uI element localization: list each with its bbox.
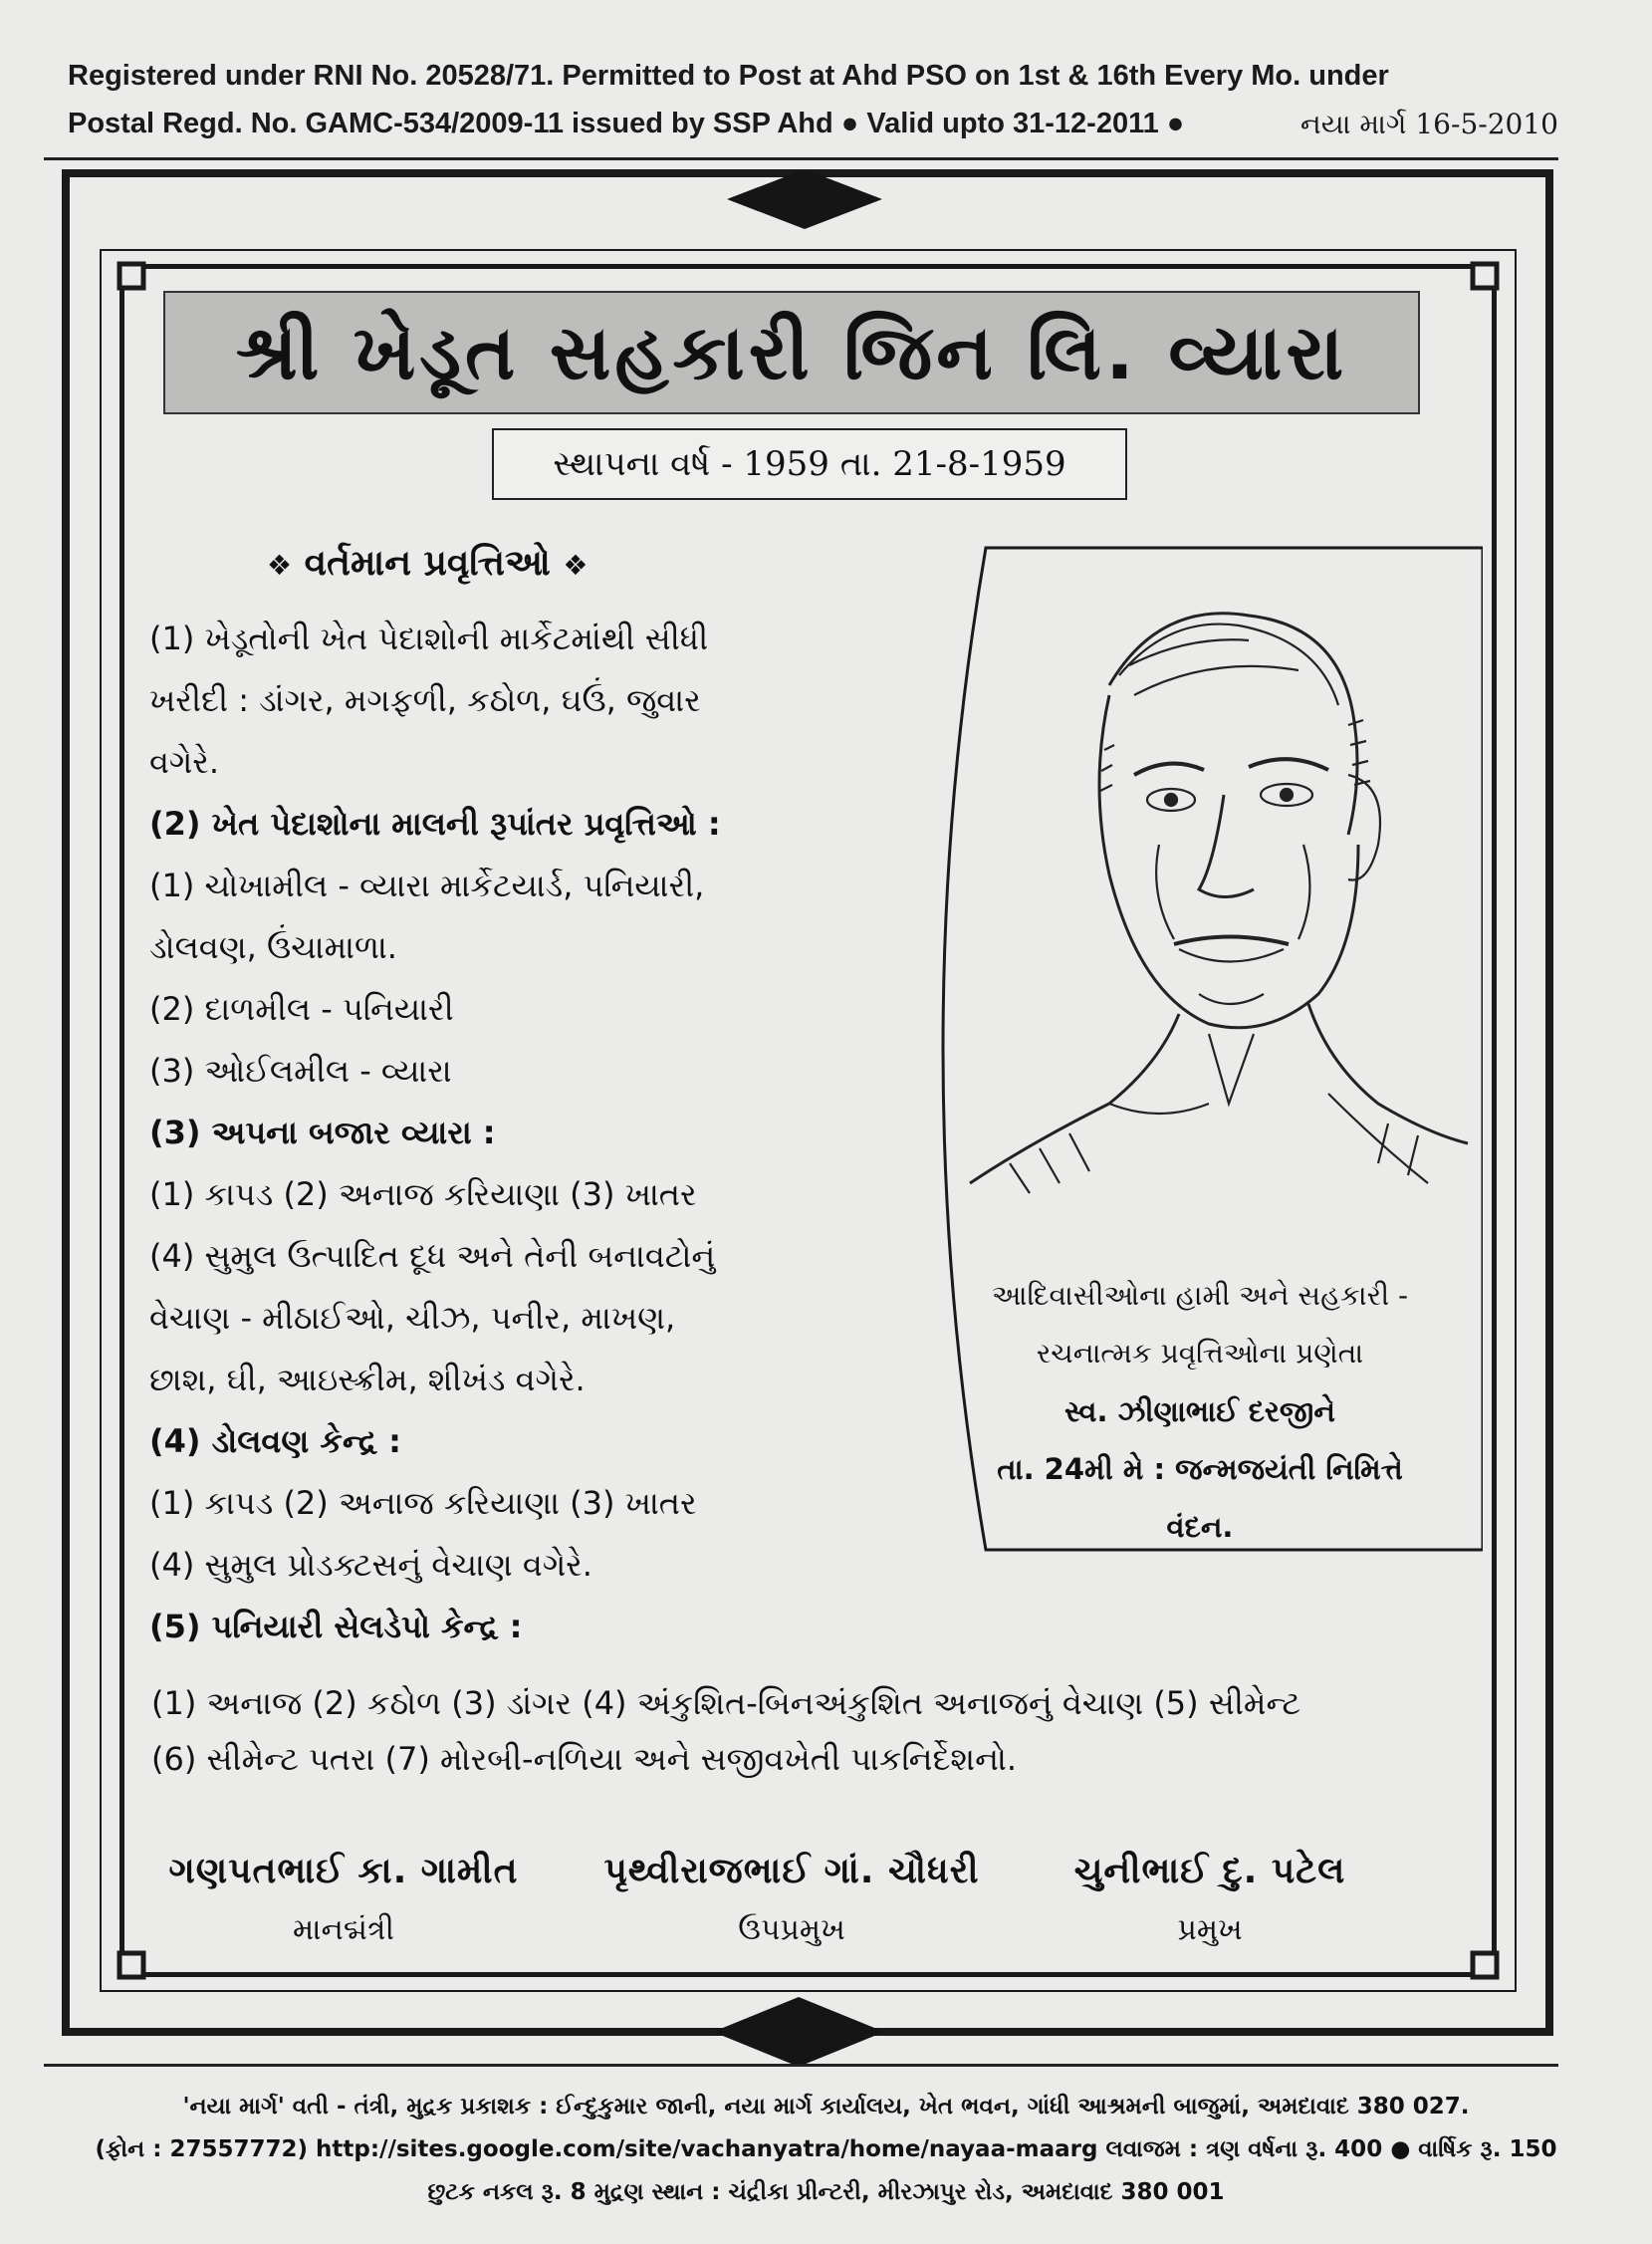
corner-notch-tl (119, 264, 143, 288)
ornament-icon: ❖ (267, 549, 293, 582)
footer-printer: છુટક નકલ રૂ. 8 મુદ્રણ સ્થાન : ચંદ્રીકા પ્રીન્ટરી, મીરઝાપુર રોડ, અમદાવાદ 380 001 (427, 2179, 1225, 2205)
activity-section-heading: (5) પનિયારી સેલડેપો કેન્દ્ર : (149, 1608, 523, 1645)
activity-line: ડોલવણ, ઉંચામાળા. (149, 928, 397, 966)
activity-section-heading: (3) અપના બજાર વ્યારા : (149, 1114, 496, 1151)
bottom-rule (44, 2064, 1558, 2067)
activities-heading (267, 543, 588, 585)
activity-line: (1) કાપડ (2) અનાજ કરિયાણા (3) ખાતર (149, 1484, 697, 1522)
activity-line: (1) કાપડ (2) અનાજ કરિયાણા (3) ખાતર (149, 1175, 697, 1213)
top-diamond-icon (727, 169, 882, 229)
signatory (149, 1851, 538, 1947)
signatory-role: ઉપપ્રમુખ (738, 1912, 845, 1947)
activity-section-heading: (2) ખેત પેદાશોના માલની રૂપાંતર પ્રવૃત્તિઓ : (149, 805, 721, 843)
ornament-icon: ❖ (563, 549, 589, 582)
postal-registration: Postal Regd. No. GAMC-534/2009-11 issued by SSP Ahd ● Valid upto 31-12-2011 ● (68, 108, 1185, 139)
activity-line: વગેરે. (149, 743, 220, 781)
signatory (583, 1851, 1001, 1947)
caption-line: વંદન. (1166, 1510, 1234, 1544)
corner-notch-bl (119, 1953, 143, 1977)
activity-wide-line: (1) અનાજ (2) કઠોળ (3) ડાંગર (4) અંકુશિત-બિનઅંકુશિત અનાજનું વેચાણ (5) સીમેન્ટ (151, 1684, 1301, 1722)
portrait-sketch (970, 614, 1468, 1193)
registration-line: Registered under RNI No. 20528/71. Permitted to Post at Ahd PSO on 1st & 16th Every Mo. under (68, 60, 1389, 92)
title-banner (163, 291, 1420, 414)
signatory-name: ચુનીભાઈ દુ. પટેલ (1073, 1851, 1346, 1891)
caption-line: આદિવાસીઓના હામી અને સહકારી - (991, 1279, 1409, 1312)
signatory (1051, 1851, 1369, 1947)
activity-line: (4) સુમુલ પ્રોડક્ટસનું વેચાણ વગેરે. (149, 1546, 592, 1584)
activity-line: (3) ઓઈલમીલ - વ્યારા (149, 1052, 452, 1090)
activity-line: (4) સુમુલ ઉત્પાદિત દૂધ અને તેની બનાવટોનું (149, 1237, 716, 1275)
caption-date: તા. 24મી મે : જન્મજયંતી નિમિત્તે (997, 1452, 1403, 1486)
signatory-role: માનદ્મંત્રી (293, 1912, 394, 1947)
established-text: સ્થાપના વર્ષ - 1959 તા. 21-8-1959 (553, 444, 1066, 484)
activities-heading-text: વર્તમાન પ્રવૃત્તિઓ (304, 543, 551, 584)
activity-line: છાશ, ઘી, આઇસ્ક્રીમ, શીખંડ વગેરે. (149, 1361, 586, 1398)
established-box (492, 428, 1127, 500)
activity-section-heading: (4) ડોલવણ કેન્દ્ર : (149, 1422, 401, 1460)
activity-line: (2) દાળમીલ - પનિયારી (149, 990, 454, 1028)
caption-name: સ્વ. ઝીણાભાઈ દરજીને (1064, 1394, 1335, 1428)
activity-line: ખરીદી : ડાંગર, મગફળી, કઠોળ, ઘઉં, જુવાર (149, 681, 701, 719)
signatory-name: પૃથ્વીરાજભાઈ ગાં. ચૌધરી (603, 1851, 980, 1891)
portrait-caption (931, 1267, 1469, 1556)
corner-notch-br (1473, 1953, 1497, 1977)
footer-publisher: 'નયા માર્ગ' વતી - તંત્રી, મુદ્રક પ્રકાશક : ઈન્દુકુમાર જાની, નયા માર્ગ કાર્યાલય, ખેત ભવન, ગાંધી આશ્રમની બાજુમાં, અમદાવાદ 380 027. (182, 2094, 1470, 2119)
corner-notch-tr (1473, 264, 1497, 288)
activity-line: (1) ચોખામીલ - વ્યારા માર્કેટયાર્ડ, પનિયારી, (149, 867, 705, 904)
bottom-diamond-icon (713, 1997, 884, 2067)
footer-contact: (ફોન : 27557772) http://sites.google.com/site/vachanyatra/home/nayaa-maarg લવાજમ : ત્રણ વર્ષના રૂ. 400 ● વાર્ષિક રૂ. 150 (95, 2136, 1557, 2162)
caption-line: રચનાત્મક પ્રવૃત્તિઓના પ્રણેતા (1036, 1337, 1364, 1370)
activities-list (149, 608, 807, 1657)
signatory-role: પ્રમુખ (1177, 1912, 1243, 1947)
activity-line: (1) ખેડૂતોની ખેત પેદાશોની માર્કેટમાંથી સીધી (149, 620, 709, 657)
signatory-name: ગણપતભાઈ કા. ગામીત (168, 1851, 519, 1891)
activity-wide-line: (6) સીમેન્ટ પતરા (7) મોરબી-નળિયા અને સજીવખેતી પાકનિર્દેશનો. (151, 1740, 1018, 1778)
issue-date: નયા માર્ગ 16-5-2010 (1299, 108, 1558, 140)
activity-line: વેચાણ - મીઠાઈઓ, ચીઝ, પનીર, માખણ, (149, 1299, 676, 1337)
organization-title: શ્રી ખેડૂત સહકારી જિન લિ. વ્યારા (235, 307, 1348, 396)
